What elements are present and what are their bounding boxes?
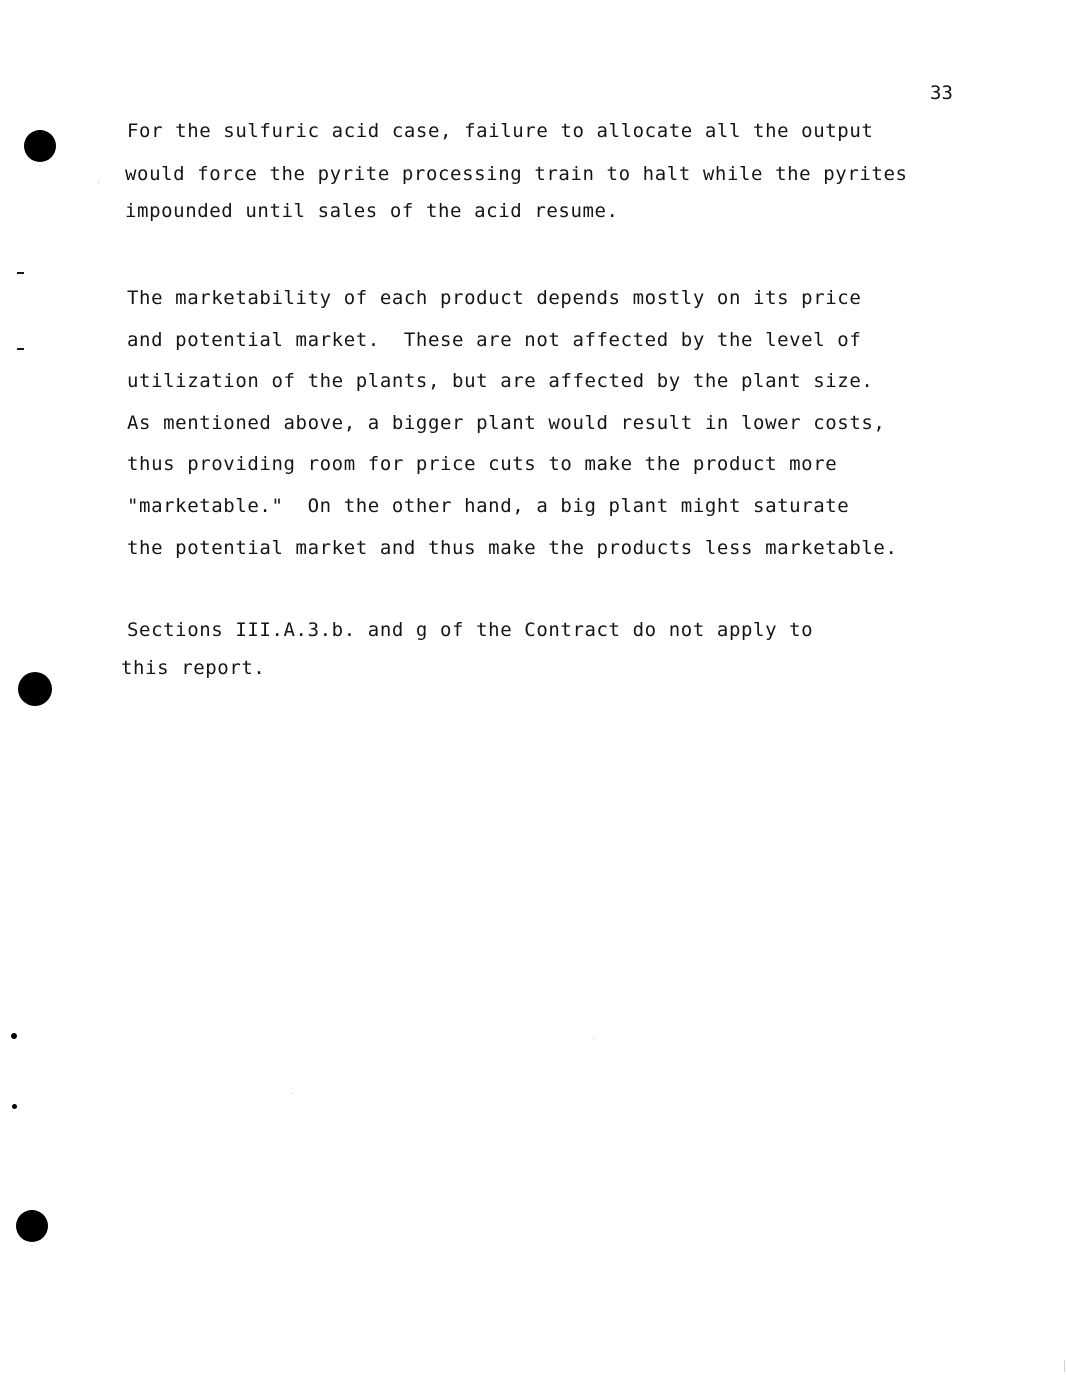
margin-mark: [17, 272, 24, 274]
text-line: the potential market and thus make the products less marketable.: [127, 537, 898, 559]
scan-speck: [291, 1093, 292, 1094]
text-line: and potential market. These are not affected by the level of: [127, 329, 862, 351]
text-line: impounded until sales of the acid resume.: [125, 200, 619, 222]
punch-hole-middle: [18, 672, 52, 706]
page-number: 33: [930, 82, 953, 104]
text-line: this report.: [121, 657, 266, 679]
margin-dot: [12, 1104, 17, 1109]
margin-dot: [11, 1033, 17, 1039]
scan-speck: [1064, 1360, 1065, 1372]
scan-speck: [98, 182, 99, 183]
text-line: would force the pyrite processing train to halt while the pyrites: [125, 163, 908, 185]
margin-mark: [17, 348, 24, 350]
text-line: Sections III.A.3.b. and g of the Contract do not apply to: [127, 619, 814, 641]
text-line: "marketable." On the other hand, a big plant might saturate: [127, 495, 850, 517]
text-line: As mentioned above, a bigger plant would result in lower costs,: [127, 412, 886, 434]
punch-hole-bottom: [16, 1210, 48, 1242]
scan-speck: [593, 1038, 594, 1039]
text-line: For the sulfuric acid case, failure to allocate all the output: [127, 120, 874, 142]
text-line: thus providing room for price cuts to make the product more: [127, 453, 838, 475]
punch-hole-top: [24, 130, 56, 162]
text-line: The marketability of each product depends mostly on its price: [127, 287, 862, 309]
text-line: utilization of the plants, but are affected by the plant size.: [127, 370, 874, 392]
